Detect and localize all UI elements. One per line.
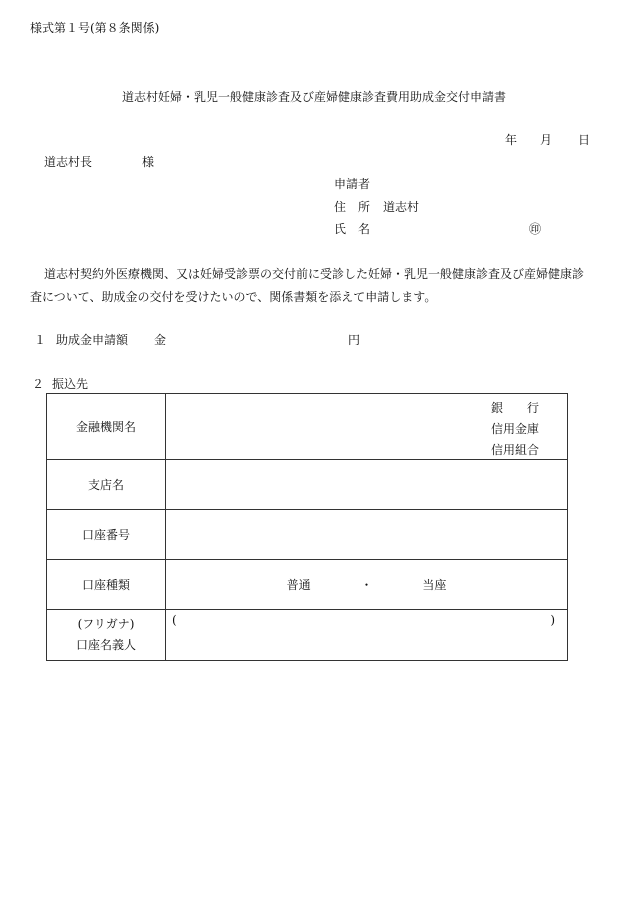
paren-open: ( [172, 613, 177, 627]
body-text-line1: 道志村契約外医療機関、又は妊婦受診票の交付前に受診した妊婦・乳児一般健康診査及び産婦健康診 [44, 267, 585, 281]
institution-type-kumiai: 信用組合 [490, 443, 539, 457]
item2-label: 振込先 [52, 377, 89, 391]
item1-label: 助成金申請額 [56, 333, 129, 347]
account-holder-label: 口座名義人 [75, 638, 136, 652]
applicant-address-value[interactable]: 道志村 [383, 200, 420, 214]
date-month: 月 [540, 133, 553, 147]
addressee-name: 道志村長 [44, 155, 93, 169]
institution-type-shinkin: 信用金庫 [490, 422, 539, 436]
item1-number: １ [34, 333, 47, 347]
account-number-field[interactable] [166, 510, 568, 560]
institution-type-list [491, 398, 539, 461]
furigana-label: (フリガナ) [77, 617, 135, 631]
account-holder-field[interactable] [166, 610, 568, 661]
paren-close: ) [550, 613, 555, 627]
institution-field[interactable] [166, 394, 568, 460]
applicant-heading: 申請者 [334, 177, 371, 191]
institution-label: 金融機関名 [47, 394, 166, 460]
account-type-label: 口座種類 [47, 560, 166, 610]
account-number-label: 口座番号 [47, 510, 166, 560]
date-year: 年 [505, 133, 518, 147]
account-type-separator: ・ [360, 578, 373, 592]
bank-transfer-table [46, 393, 568, 661]
institution-type-bank: 銀 行 [490, 401, 539, 415]
branch-label: 支店名 [47, 460, 166, 510]
account-holder-label-cell [47, 610, 166, 661]
amount-unit: 円 [348, 333, 361, 347]
item2-number: ２ [32, 377, 45, 391]
account-type-toza[interactable]: 当座 [422, 578, 447, 592]
account-type-field[interactable] [166, 560, 568, 610]
date-day: 日 [578, 133, 591, 147]
amount-prefix: 金 [154, 333, 167, 347]
account-type-futsu[interactable]: 普通 [286, 578, 311, 592]
addressee-honorific: 様 [142, 155, 155, 169]
form-title: 道志村妊婦・乳児一般健康診査及び産婦健康診査費用助成金交付申請書 [122, 90, 507, 104]
applicant-address-label: 住 所 [334, 200, 371, 214]
applicant-name-label: 氏 名 [334, 222, 371, 236]
body-text-line2: 査について、助成金の交付を受けたいので、関係書類を添えて申請します。 [30, 290, 437, 304]
form-number: 様式第１号(第８条関係) [30, 21, 160, 35]
seal-mark: ㊞ [529, 222, 542, 236]
branch-field[interactable] [166, 460, 568, 510]
